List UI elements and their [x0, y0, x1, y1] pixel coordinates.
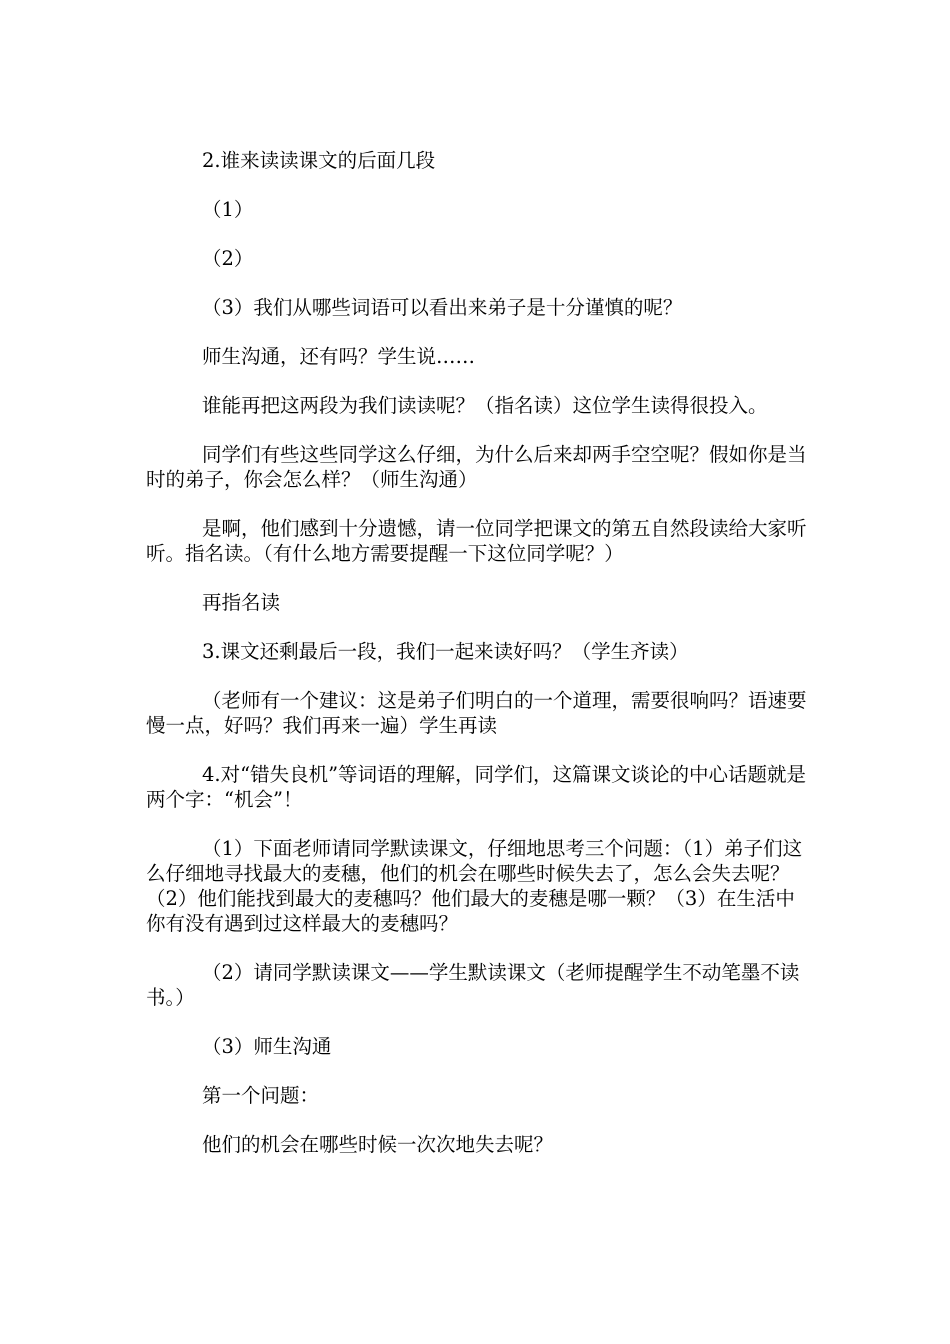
document-body: [146, 148, 810, 1181]
paragraph-read-again: 谁能再把这两段为我们读读呢？（指名读）这位学生读得很投入。: [202, 394, 768, 417]
paragraph-item-1: （1）: [202, 198, 254, 221]
paragraph-teacher-student-talk: 师生沟通，还有吗？学生说……: [202, 345, 476, 368]
paragraph-empty-handed-question: 同学们有些这些同学这么仔细，为什么后来却两手空空呢？假如你是当时的弟子，你会怎么样？（师生沟通）: [146, 443, 807, 491]
paragraph-silent-reading: （2）请同学默读课文——学生默读课文（老师提醒学生不动笔墨不读书。）: [146, 961, 800, 1009]
paragraph-discussion: （3）师生沟通: [202, 1035, 332, 1058]
paragraph-three-questions: （1）下面老师请同学默读课文，仔细地思考三个问题：（1）弟子们这么仔细地寻找最大的麦穗，他们的机会在哪些时候失去了，怎么会失去呢？（2）他们能找到最大的麦穗吗？他们最大的麦穗是哪一颗？（3）在生活中你有没有遇到过这样最大的麦穗吗？: [146, 837, 803, 935]
paragraph-teacher-suggestion: （老师有一个建议：这是弟子们明白的一个道理，需要很响吗？语速要慢一点，好吗？我们再来一遍）学生再读: [146, 689, 807, 737]
paragraph-last-section-together: 3.课文还剩最后一段，我们一起来读好吗？（学生齐读）: [202, 640, 689, 663]
paragraph-fifth-section-reading: 是啊，他们感到十分遗憾，请一位同学把课文的第五自然段读给大家听听。指名读。（有什么地方需要提醒一下这位同学呢？）: [146, 517, 807, 565]
paragraph-item-3-question: （3）我们从哪些词语可以看出来弟子是十分谨慎的呢？: [202, 296, 683, 319]
paragraph-first-question: 他们的机会在哪些时候一次次地失去呢？: [202, 1133, 554, 1156]
paragraph-first-question-label: 第一个问题：: [202, 1084, 320, 1107]
paragraph-reading-later-sections: 2.谁来读读课文的后面几段: [202, 149, 436, 172]
paragraph-opportunity-topic: 4.对“错失良机”等词语的理解，同学们，这篇课文谈论的中心话题就是两个字：“机会”！: [146, 763, 807, 811]
paragraph-name-another-reader: 再指名读: [202, 591, 281, 614]
paragraph-item-2: （2）: [202, 247, 254, 270]
